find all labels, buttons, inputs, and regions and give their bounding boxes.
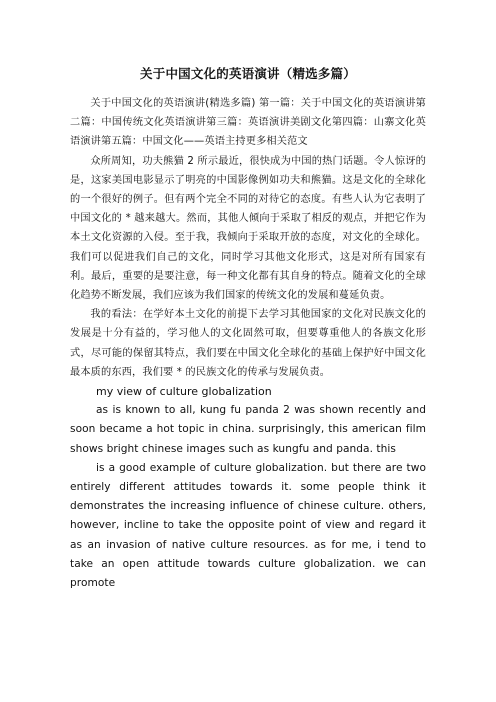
document-title: 关于中国文化的英语演讲（精选多篇） xyxy=(140,66,356,81)
document-body xyxy=(70,94,426,593)
paragraph-toc: 关于中国文化的英语演讲(精选多篇) 第一篇：关于中国文化的英语演讲第二篇：中国传统文化英语演讲第三篇：英语演讲美剧文化第四篇：山寨文化英语演讲第五篇：中国文化——英语主持更多相关范文 xyxy=(70,98,426,148)
english-paragraph-1: as is known to all, kung fu panda 2 was shown recently and soon became a hot topic in china. surprisingly, this american film shows bright chinese images such as kungfu and panda. this xyxy=(70,404,426,455)
english-heading: my view of culture globalization xyxy=(96,385,272,399)
english-paragraph-2: is a good example of culture globalization. but there are two entirely different attitudes towards it. some people think it demonstrates the increasing influence of chinese culture. others, however, incline to take the opposite point of view and regard it as an invasion of native culture resources. as for me, i tend to take an open attitude towards culture globalization. we can promote xyxy=(70,461,426,590)
paragraph-translation: 众所周知，功夫熊猫 2 所示最近，很快成为中国的热门话题。令人惊讶的是，这家美国电影显示了明亮的中国影像例如功夫和熊猫。这是文化的全球化的一个很好的例子。但有两个完全不同的对待它的态度。有些人认为它表明了中国文化的 * 越来越大。然而，其他人倾向于采取了相反的观点，并把它作为本土文化资源的入侵。至于我，我倾向于采取开放的态度，对文化的全球化。我们可以促进我们自己的文化，同时学习其他文化形式，这是对所有国家有利。最后，重要的是要注意，每一种文化都有其自身的特点。随着文化的全球化趋势不断发展，我们应该为我们国家的传统文化的发展和蔓延负责。 xyxy=(70,155,426,302)
paragraph-opinion: 我的看法：在学好本土文化的前提下去学习其他国家的文化对民族文化的发展是十分有益的，学习他人的文化固然可取，但要尊重他人的各族文化形式，尽可能的保留其特点，我们要在中国文化全球化的基础上保护好中国文化最本质的东西，我们要 * 的民族文化的传承与发展负责。 xyxy=(70,309,426,378)
